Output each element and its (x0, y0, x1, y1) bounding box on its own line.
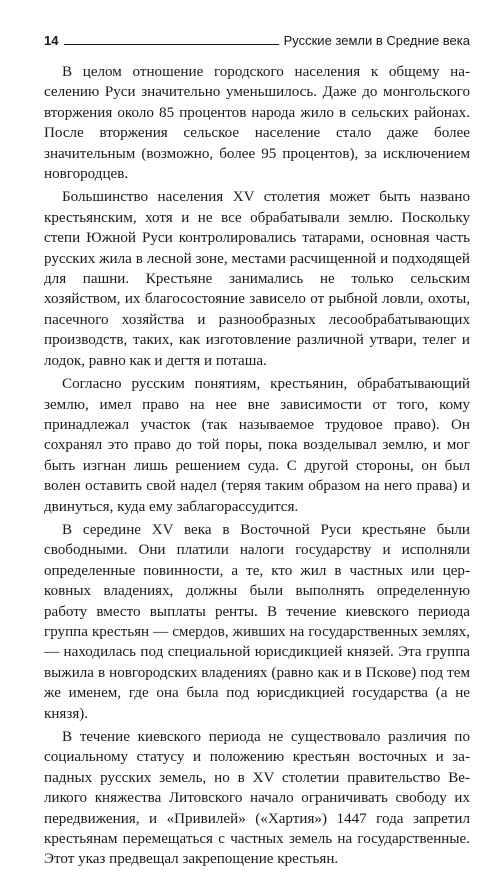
paragraph: Согласно русским понятиям, крестьянин, обрабатывающий землю, имел право на нее вне зависимости от того, кому принадлежал участок (так называемое трудовое право). Он сохранял это право до той поры, пока возделывал землю, и мог быть изгнан лишь решением суда. С другой стороны, он был волен оставить свой надел (теряя таким образом на него права) и двинуться, куда ему заблагорассудится. (44, 376, 470, 515)
paragraph: В течение киевского периода не существовало различия по социальному статусу и положению крестьян восточных и западных русских земель, но в XV столетии правительство Великого княжества Литовского начало ограничивать свободу их передвижения, и «Привилей» («Хартия») 1447 года запретил крестьянам перемещаться с частных земель на государственные. Этот указ предвещал закрепощение крестьян. (44, 729, 470, 868)
body-text (44, 62, 470, 870)
paragraph: В целом отношение городского населения к общему населению Руси значительно уменьшилось. Даже до монгольского вторжения около 85 процентов народа жило в сельских районах. После вторжения сельское население стало даже более значительным (возможно, более 95 процентов), за исключением новгородцев. (44, 64, 470, 183)
book-page (44, 28, 470, 873)
page-number: 14 (44, 33, 59, 48)
running-head (44, 28, 470, 48)
header-rule (64, 44, 278, 45)
paragraph: Большинство населения XV столетия может быть названо крестьянским, хотя и не все обрабатывали землю. Поскольку степи Южной Руси контролировались татарами, основная часть русских жила в лесной зоне, местами расчищенной и подходящей для пашни. Крестьяне занимались не только сельским хозяйством, их благосостояние зависело от рыбной ловли, охоты, пасечного хозяйства и разнообразных лесообрабатывающих производств, таких, как изготовление различной утвари, телег и лодок, равно как и дегтя и поташа. (44, 189, 470, 369)
running-head-title: Русские земли в Средние века (283, 33, 470, 48)
paragraph: В середине XV века в Восточной Руси крестьяне были свободными. Они платили налоги государству и исполняли определенные повинности, а те, кто жил в частных или церковных владениях, должны были выполнять определенную работу вместо выплаты ренты. В течение киевского периода группа крестьян — смердов, живших на государственных землях, — находилась под специальной юрисдикцией князей. Эта группа выжила в новгородских владениях (равно как и в Пскове) под тем же именем, где она была под юрисдикцией государства (а не князя). (44, 521, 470, 722)
